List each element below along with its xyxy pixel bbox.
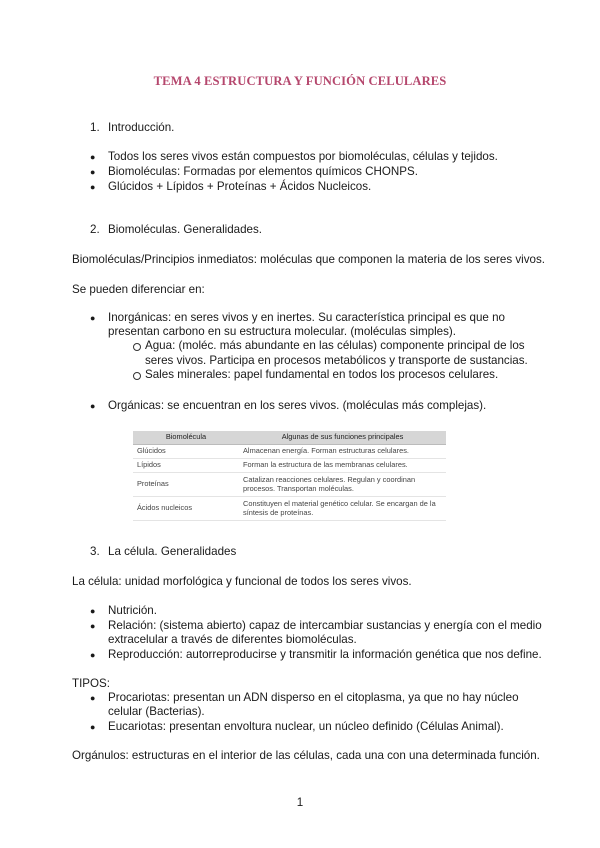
table-header-row bbox=[133, 431, 446, 445]
table-cell-name: Ácidos nucleicos bbox=[133, 497, 239, 521]
bullet-icon: ● bbox=[90, 722, 96, 732]
table-cell-function: Constituyen el material genético celular. Se encargan de la síntesis de proteínas. bbox=[239, 497, 446, 521]
sub-item-sales: Sales minerales: papel fundamental en todos los procesos celulares. bbox=[145, 368, 499, 381]
section-number: 3. bbox=[90, 545, 100, 558]
table-cell-function: Almacenan energía. Forman estructuras celulares. bbox=[239, 445, 446, 459]
table-cell-function: Forman la estructura de las membranas celulares. bbox=[239, 459, 446, 473]
cell-definition: La célula: unidad morfológica y funcional de todos los seres vivos. bbox=[72, 575, 412, 588]
table-header-cell: Algunas de sus funciones principales bbox=[239, 431, 446, 445]
section-2-heading bbox=[90, 222, 262, 238]
table-cell-name: Glúcidos bbox=[133, 445, 239, 459]
biomolecule-definition: Biomoléculas/Principios inmediatos: moléculas que componen la materia de los seres vivos. bbox=[72, 253, 545, 266]
list-item-continuation: extracelular a través de diferentes biomoléculas. bbox=[108, 633, 357, 646]
bullet-icon: ● bbox=[90, 152, 96, 162]
bullet-icon: ● bbox=[90, 693, 96, 703]
list-item-nutricion: Nutrición. bbox=[108, 604, 157, 617]
bullet-icon: ● bbox=[90, 167, 96, 177]
table-cell-function: Catalizan reacciones celulares. Regulan y coordinan procesos. Transportan moléculas. bbox=[239, 473, 446, 497]
list-item-relacion: Relación: (sistema abierto) capaz de intercambiar sustancias y energía con el medio bbox=[108, 619, 542, 632]
table-row bbox=[133, 445, 446, 459]
section-number: 1. bbox=[90, 121, 100, 134]
bullet-icon: ● bbox=[90, 313, 96, 323]
bullet-icon: ● bbox=[90, 650, 96, 660]
table-row bbox=[133, 473, 446, 497]
list-item: Biomoléculas: Formadas por elementos químicos CHONPS. bbox=[108, 165, 418, 178]
list-item-reproduccion: Reproducción: autorreproducirse y transmitir la información genética que nos define. bbox=[108, 648, 542, 661]
list-item-organicas: Orgánicas: se encuentran en los seres vivos. (moléculas más complejas). bbox=[108, 399, 487, 412]
list-item-continuation: presentan carbono en su estructura molecular. (moléculas simples). bbox=[108, 325, 456, 338]
circle-bullet-icon bbox=[133, 372, 141, 380]
list-item: Glúcidos + Lípidos + Proteínas + Ácidos Nucleicos. bbox=[108, 180, 372, 193]
section-1-heading bbox=[90, 120, 174, 136]
section-number: 2. bbox=[90, 223, 100, 236]
list-item-eucariotas: Eucariotas: presentan envoltura nuclear, un núcleo definido (Células Animal). bbox=[108, 720, 504, 733]
table-row bbox=[133, 459, 446, 473]
table-cell-name: Lípidos bbox=[133, 459, 239, 473]
table-cell-name: Proteínas bbox=[133, 473, 239, 497]
table-header-cell: Biomolécula bbox=[133, 431, 239, 445]
section-title: La célula. Generalidades bbox=[108, 545, 237, 558]
page-number: 1 bbox=[296, 796, 304, 809]
bullet-icon: ● bbox=[90, 621, 96, 631]
page-title: TEMA 4 ESTRUCTURA Y FUNCIÓN CELULARES bbox=[153, 74, 447, 88]
paragraph: Se pueden diferenciar en: bbox=[72, 283, 205, 296]
list-item-continuation: celular (Bacterias). bbox=[108, 705, 205, 718]
bullet-icon: ● bbox=[90, 401, 96, 411]
sub-item-continuation: seres vivos. Participa en procesos metabólicos y transporte de sustancias. bbox=[145, 354, 528, 367]
list-item-inorganicas: Inorgánicas: en seres vivos y en inertes. Su característica principal es que no bbox=[108, 311, 505, 324]
bullet-icon: ● bbox=[90, 182, 96, 192]
types-label: TIPOS: bbox=[72, 677, 111, 690]
list-item-procariotas: Procariotas: presentan un ADN disperso en el citoplasma, ya que no hay núcleo bbox=[108, 691, 519, 704]
list-item: Todos los seres vivos están compuestos por biomoléculas, células y tejidos. bbox=[108, 150, 498, 163]
section-3-heading bbox=[90, 544, 236, 560]
organelles-definition: Orgánulos: estructuras en el interior de las células, cada una con una determinada función. bbox=[72, 749, 540, 762]
section-title: Introducción. bbox=[108, 121, 175, 134]
bullet-icon: ● bbox=[90, 606, 96, 616]
circle-bullet-icon bbox=[133, 343, 141, 351]
sub-item-agua: Agua: (moléc. más abundante en las células) componente principal de los bbox=[145, 339, 525, 352]
biomolecule-functions-table bbox=[133, 431, 446, 521]
table-row bbox=[133, 497, 446, 521]
section-title: Biomoléculas. Generalidades. bbox=[108, 223, 263, 236]
